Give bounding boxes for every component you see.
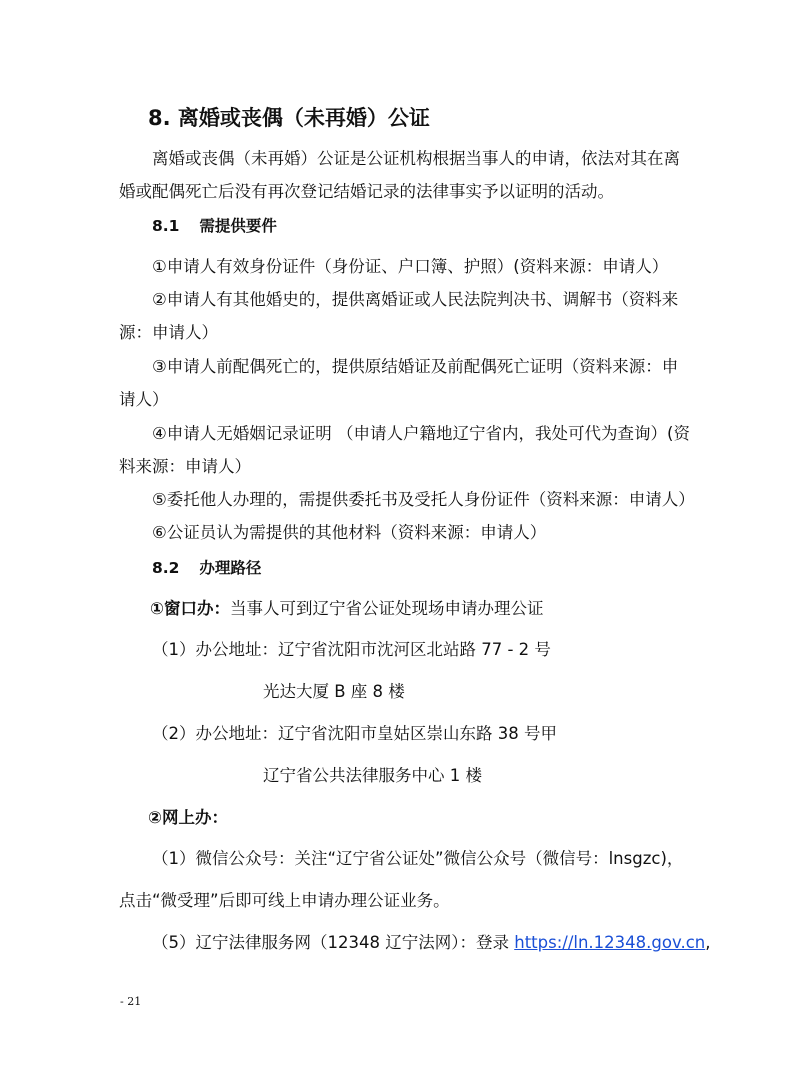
intro-line-1: 离婚或丧偶（未再婚）公证是公证机构根据当事人的申请，依法对其在离	[152, 149, 680, 168]
material-item-5: ⑤委托他人办理的，需提供委托书及受托人身份证件（资料来源：申请人）	[152, 490, 695, 509]
route-heading-text: 办理路径	[199, 559, 262, 577]
material-item-2-line-2: 源：申请人）	[119, 323, 218, 342]
materials-number: 8.1	[152, 217, 180, 235]
section-title-text: 离婚或丧偶（未再婚）公证	[177, 106, 430, 130]
website-link[interactable]: https://ln.12348.gov.cn	[514, 933, 706, 952]
material-item-4-line-2: 料来源：申请人）	[119, 457, 251, 476]
material-item-6: ⑥公证员认为需提供的其他材料（资料来源：申请人）	[152, 523, 547, 542]
page-number: - 21	[120, 995, 142, 1008]
material-item-1: ①申请人有效身份证件（身份证、户口簿、护照）(资料来源：申请人）	[152, 257, 669, 276]
section-number: 8.	[148, 106, 171, 130]
website-line	[152, 932, 710, 954]
wechat-line-1: （1）微信公众号：关注“辽宁省公证处”微信公众号（微信号：lnsgzc)，	[152, 849, 684, 868]
online-service-label: ②网上办：	[148, 808, 228, 827]
intro-line-2: 婚或配偶死亡后没有再次登记结婚记录的法律事实予以证明的活动。	[119, 182, 614, 201]
address-1-line-2: 光达大厦 B 座 8 楼	[263, 682, 405, 701]
route-number: 8.2	[152, 559, 180, 577]
website-text: （5）辽宁法律服务网（12348 辽宁法网）：登录	[152, 933, 515, 952]
material-item-3-line-2: 请人）	[119, 390, 169, 409]
wechat-line-2: 点击“微受理”后即可线上申请办理公证业务。	[119, 891, 450, 910]
material-item-2-line-1: ②申请人有其他婚史的，提供离婚证或人民法院判决书、调解书（资料来	[152, 290, 679, 309]
window-service-label: ①窗口办：	[150, 599, 230, 618]
material-item-4-line-1: ④申请人无婚姻记录证明 （申请人户籍地辽宁省内，我处可代为查询）(资	[152, 424, 690, 443]
address-2-line-1: （2）办公地址：辽宁省沈阳市皇姑区崇山东路 38 号甲	[152, 724, 557, 743]
section-title	[148, 104, 430, 132]
materials-heading	[152, 215, 277, 237]
website-tail: ,	[705, 933, 711, 952]
address-1-line-1: （1）办公地址：辽宁省沈阳市沈河区北站路 77 - 2 号	[152, 640, 551, 659]
materials-heading-text: 需提供要件	[199, 217, 277, 235]
route-heading	[152, 557, 261, 579]
material-item-3-line-1: ③申请人前配偶死亡的，提供原结婚证及前配偶死亡证明（资料来源：申	[152, 357, 679, 376]
window-service-text: 当事人可到辽宁省公证处现场申请办理公证	[229, 599, 544, 618]
window-service-line	[150, 598, 543, 620]
address-2-line-2: 辽宁省公共法律服务中心 1 楼	[263, 766, 482, 785]
